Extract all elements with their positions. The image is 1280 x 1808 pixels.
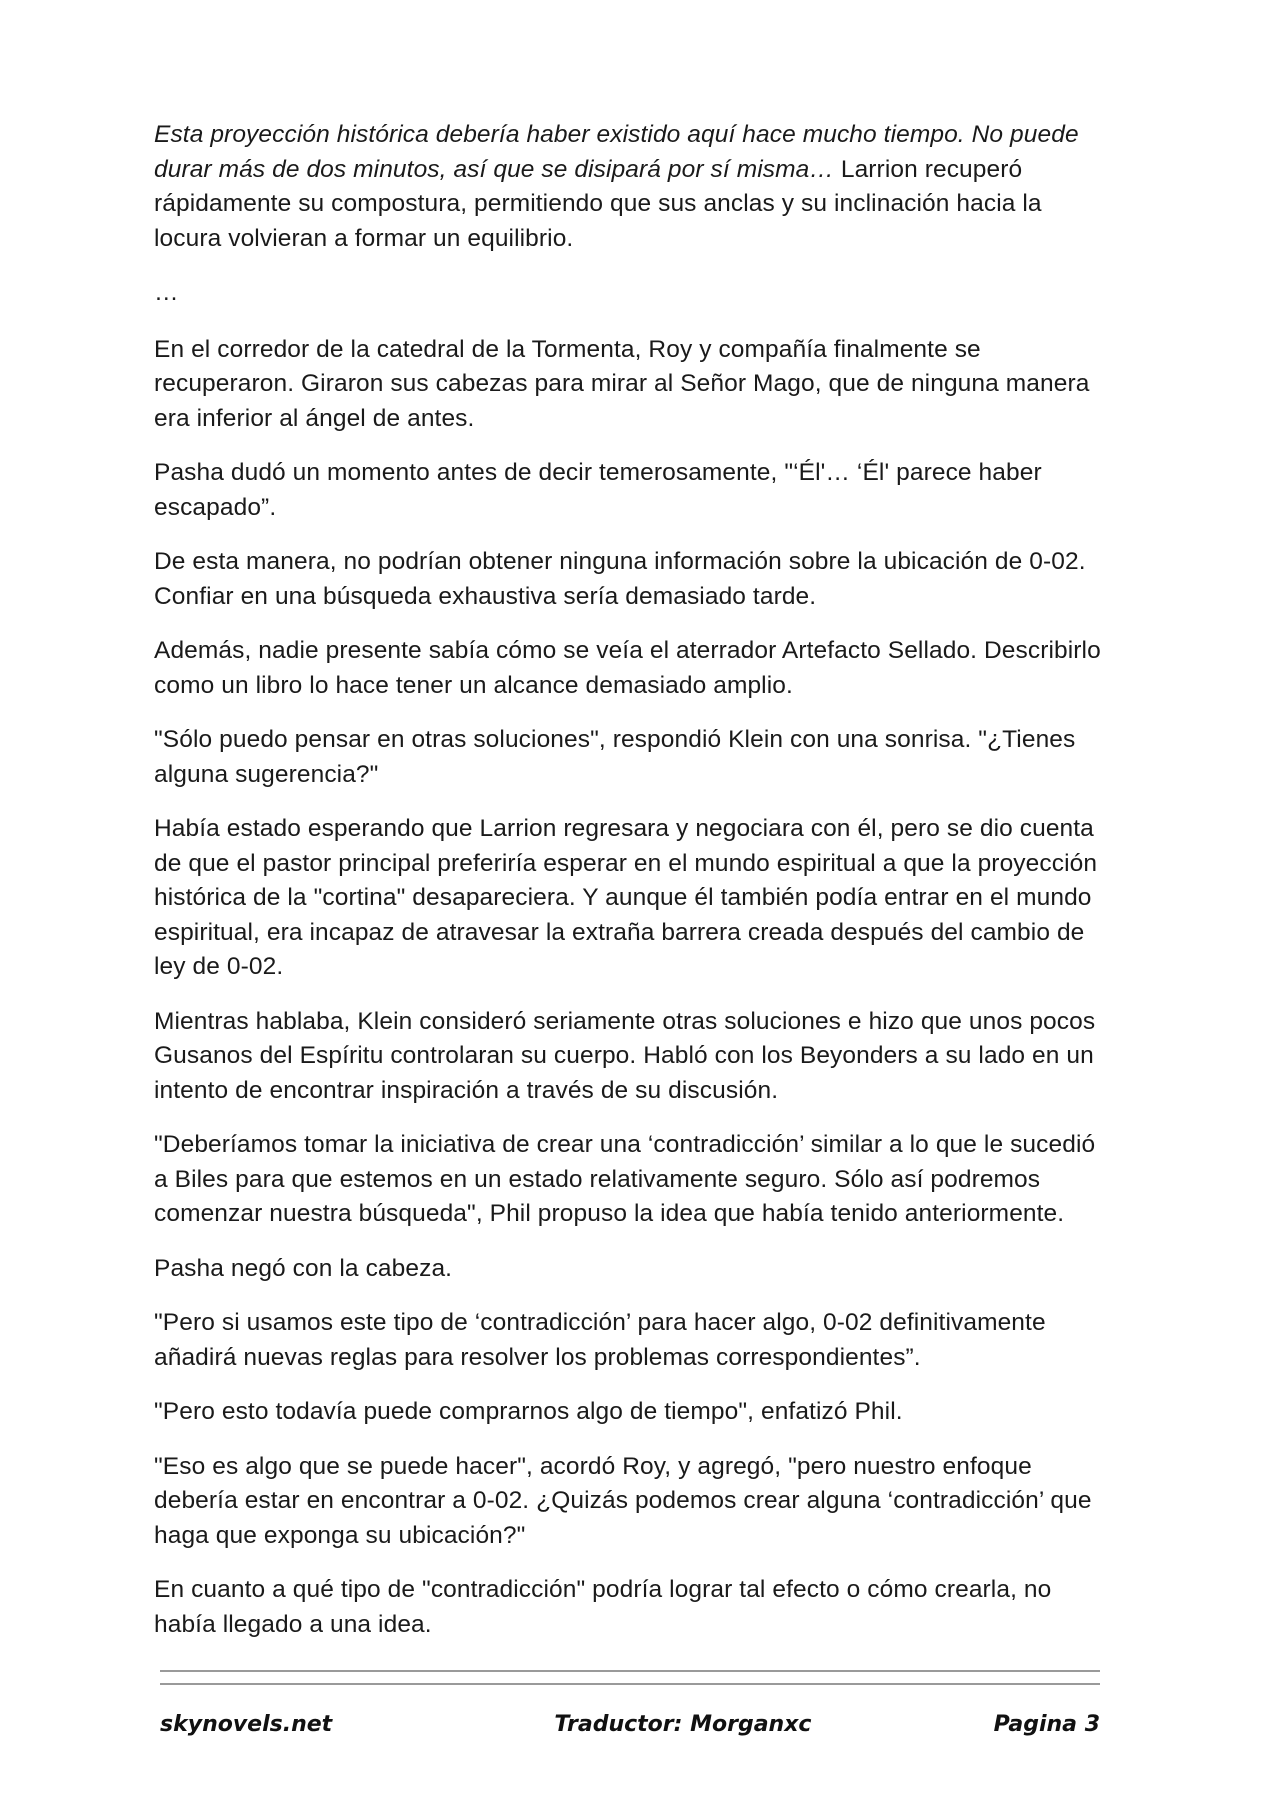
paragraph-14: "Eso es algo que se puede hacer", acordó Roy, y agregó, "pero nuestro enfoque debería estar en encontrar a 0-02. ¿Quizás podemos crear alguna ‘contradicción’ que haga que exponga su ubicación?" bbox=[154, 1452, 1092, 1549]
paragraph-13: "Pero esto todavía puede comprarnos algo de tiempo", enfatizó Phil. bbox=[154, 1398, 903, 1425]
paragraph-4: Pasha dudó un momento antes de decir temerosamente, "‘Él'… ‘Él' parece haber escapado”. bbox=[154, 459, 1042, 521]
paragraph-1-text: Larrion recuperó rápidamente su compostura, permitiendo que sus anclas y su inclinación hacia la locura volvieran a formar un equilibrio. bbox=[154, 155, 1042, 252]
footer-divider-top bbox=[160, 1670, 1100, 1672]
paragraph-7: "Sólo puedo pensar en otras soluciones", respondió Klein con una sonrisa. "¿Tienes alguna sugerencia?" bbox=[154, 726, 1076, 788]
paragraph-3: En el corredor de la catedral de la Tormenta, Roy y compañía finalmente se recuperaron. Giraron sus cabezas para mirar al Señor Mago, que de ninguna manera era inferior al ángel de antes. bbox=[154, 335, 1090, 432]
paragraph-6: Además, nadie presente sabía cómo se veía el aterrador Artefacto Sellado. Describirlo como un libro lo hace tener un alcance demasiado amplio. bbox=[154, 637, 1101, 699]
paragraph-1 bbox=[154, 118, 1104, 256]
footer-site: skynovels.net bbox=[160, 1712, 333, 1737]
paragraph-5: De esta manera, no podrían obtener ninguna información sobre la ubicación de 0-02. Confiar en una búsqueda exhaustiva sería demasiado tarde. bbox=[154, 548, 1086, 610]
paragraph-8: Había estado esperando que Larrion regresara y negociara con él, pero se dio cuenta de que el pastor principal preferiría esperar en el mundo espiritual a que la proyección histórica de la "cortina" desapareciera. Y aunque él también podía entrar en el mundo espiritual, era incapaz de atravesar la extraña barrera creada después del cambio de ley de 0-02. bbox=[154, 815, 1098, 980]
section-break: … bbox=[154, 279, 179, 306]
paragraph-9: Mientras hablaba, Klein consideró seriamente otras soluciones e hizo que unos pocos Gusanos del Espíritu controlaran su cuerpo. Habló con los Beyonders a su lado en un intento de encontrar inspiración a través de su discusión. bbox=[154, 1007, 1096, 1104]
page-footer bbox=[160, 1712, 1100, 1737]
paragraph-15: En cuanto a qué tipo de "contradicción" podría lograr tal efecto o cómo crearla, no había llegado a una idea. bbox=[154, 1576, 1052, 1638]
footer-translator: Traductor: Morganxc bbox=[554, 1712, 812, 1737]
footer-page-number: Pagina 3 bbox=[993, 1712, 1100, 1737]
paragraph-1-italic: Esta proyección histórica debería haber existido aquí hace mucho tiempo. No puede durar más de dos minutos, así que se disipará por sí misma… bbox=[154, 121, 1079, 183]
paragraph-10: "Deberíamos tomar la iniciativa de crear una ‘contradicción’ similar a lo que le sucedió a Biles para que estemos en un estado relativamente seguro. Sólo así podremos comenzar nuestra búsqueda", Phil propuso la idea que había tenido anteriormente. bbox=[154, 1131, 1096, 1227]
footer-divider-bottom bbox=[160, 1683, 1100, 1685]
paragraph-11: Pasha negó con la cabeza. bbox=[154, 1254, 453, 1282]
paragraph-12: "Pero si usamos este tipo de ‘contradicción’ para hacer algo, 0-02 definitivamente añadirá nuevas reglas para resolver los problemas correspondientes”. bbox=[154, 1309, 1046, 1371]
document-body bbox=[154, 118, 1104, 1662]
